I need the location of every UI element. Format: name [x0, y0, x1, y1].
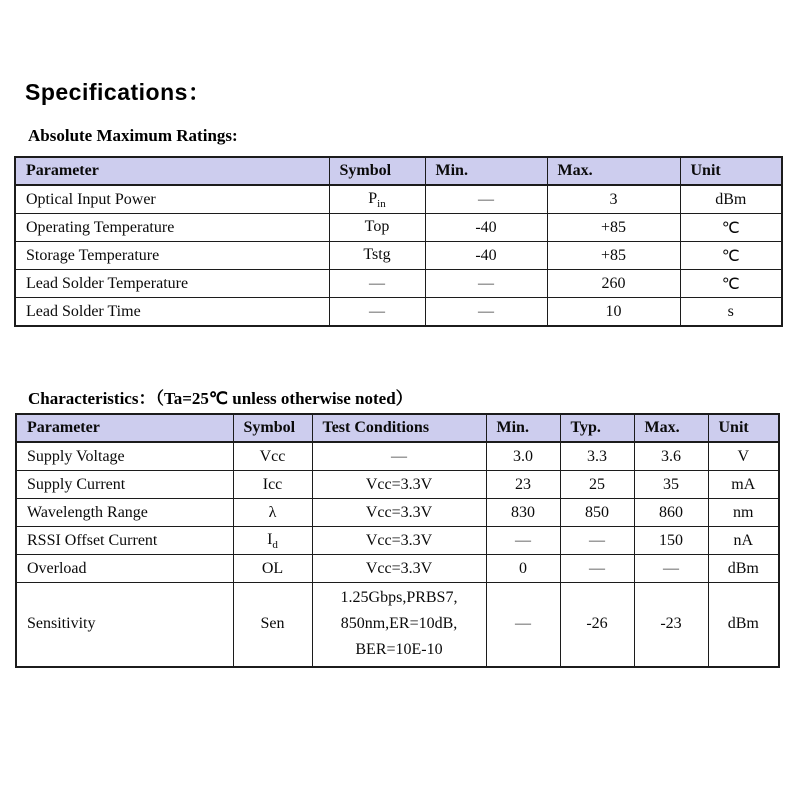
page-title: Specifications： — [25, 79, 212, 105]
cell-min: -40 — [425, 214, 547, 242]
col-header-max: Max. — [547, 157, 680, 185]
cell-symbol — [329, 185, 425, 214]
cell-test-conditions: — — [312, 442, 486, 471]
cell-typ: 850 — [560, 499, 634, 527]
cell-parameter: Supply Voltage — [16, 442, 233, 471]
col-header-symbol: Symbol — [329, 157, 425, 185]
cell-max: 35 — [634, 471, 708, 499]
cell-max: — — [634, 555, 708, 583]
cell-min: 830 — [486, 499, 560, 527]
col-header-min: Min. — [486, 414, 560, 442]
cell-symbol: Vcc — [233, 442, 312, 471]
cell-typ: — — [560, 555, 634, 583]
cell-symbol: — — [329, 270, 425, 298]
characteristics-heading: Characteristics：（Ta=25℃ unless otherwise noted） — [28, 389, 413, 408]
cell-max: 10 — [547, 298, 680, 327]
cell-parameter: RSSI Offset Current — [16, 527, 233, 555]
characteristics-table — [15, 413, 780, 668]
cell-max: -23 — [634, 583, 708, 667]
table-header-row — [16, 414, 779, 442]
cell-test-conditions: Vcc=3.3V — [312, 555, 486, 583]
cell-test-conditions — [312, 583, 486, 667]
cell-test-conditions: Vcc=3.3V — [312, 471, 486, 499]
cell-max: 3 — [547, 185, 680, 214]
cell-min: -40 — [425, 242, 547, 270]
cell-min: 0 — [486, 555, 560, 583]
symbol-base: Top — [364, 217, 390, 235]
cell-unit: V — [708, 442, 779, 471]
test-condition-line: 1.25Gbps,PRBS7, — [340, 589, 458, 607]
cell-symbol — [329, 214, 425, 242]
cell-max: 3.6 — [634, 442, 708, 471]
cell-symbol: Icc — [233, 471, 312, 499]
col-header-symbol: Symbol — [233, 414, 312, 442]
cell-symbol: λ — [233, 499, 312, 527]
cell-max: 150 — [634, 527, 708, 555]
cell-parameter: Lead Solder Time — [15, 298, 329, 327]
cell-min: 23 — [486, 471, 560, 499]
cell-unit: dBm — [708, 583, 779, 667]
cell-unit: nm — [708, 499, 779, 527]
cell-min: — — [425, 270, 547, 298]
table-row — [15, 214, 782, 242]
cell-test-conditions: Vcc=3.3V — [312, 527, 486, 555]
cell-max: +85 — [547, 214, 680, 242]
cell-unit: ℃ — [680, 214, 782, 242]
cell-max: 260 — [547, 270, 680, 298]
col-header-parameter: Parameter — [15, 157, 329, 185]
cell-unit: ℃ — [680, 270, 782, 298]
cell-symbol: Sen — [233, 583, 312, 667]
cell-symbol: — — [329, 298, 425, 327]
col-header-typ: Typ. — [560, 414, 634, 442]
cell-unit: dBm — [708, 555, 779, 583]
symbol-base: Tstg — [363, 245, 391, 263]
cell-parameter: Supply Current — [16, 471, 233, 499]
table-row — [15, 242, 782, 270]
cell-unit: dBm — [680, 185, 782, 214]
col-header-max: Max. — [634, 414, 708, 442]
test-condition-line: 850nm,ER=10dB, — [340, 615, 458, 633]
table-row — [15, 270, 782, 298]
abs-max-heading: Absolute Maximum Ratings: — [28, 126, 238, 145]
cell-max: 860 — [634, 499, 708, 527]
cell-unit: s — [680, 298, 782, 327]
cell-unit: mA — [708, 471, 779, 499]
symbol-subscript: in — [377, 197, 386, 210]
table-row — [16, 555, 779, 583]
col-header-min: Min. — [425, 157, 547, 185]
table-row — [15, 185, 782, 214]
cell-symbol: OL — [233, 555, 312, 583]
cell-min: 3.0 — [486, 442, 560, 471]
cell-unit: nA — [708, 527, 779, 555]
cell-parameter: Wavelength Range — [16, 499, 233, 527]
cell-typ: — — [560, 527, 634, 555]
symbol-subscript: d — [272, 538, 278, 551]
absolute-maximum-ratings-table — [14, 156, 783, 327]
cell-symbol — [233, 527, 312, 555]
cell-parameter: Storage Temperature — [15, 242, 329, 270]
symbol-base: I — [267, 530, 273, 548]
symbol-base: P — [368, 189, 378, 207]
col-header-unit: Unit — [708, 414, 779, 442]
cell-min: — — [486, 527, 560, 555]
cell-typ: 25 — [560, 471, 634, 499]
table-header-row — [15, 157, 782, 185]
cell-min: — — [425, 298, 547, 327]
cell-parameter: Lead Solder Temperature — [15, 270, 329, 298]
test-condition-line: BER=10E-10 — [355, 641, 443, 659]
table-row — [16, 499, 779, 527]
cell-max: +85 — [547, 242, 680, 270]
table-row — [16, 442, 779, 471]
cell-typ: 3.3 — [560, 442, 634, 471]
table-row — [16, 583, 779, 667]
cell-test-conditions: Vcc=3.3V — [312, 499, 486, 527]
cell-typ: -26 — [560, 583, 634, 667]
table-row — [16, 527, 779, 555]
col-header-parameter: Parameter — [16, 414, 233, 442]
cell-parameter: Sensitivity — [16, 583, 233, 667]
cell-unit: ℃ — [680, 242, 782, 270]
cell-symbol — [329, 242, 425, 270]
cell-min: — — [486, 583, 560, 667]
cell-parameter: Overload — [16, 555, 233, 583]
col-header-unit: Unit — [680, 157, 782, 185]
table-row — [15, 298, 782, 327]
cell-min: — — [425, 185, 547, 214]
table-row — [16, 471, 779, 499]
cell-parameter: Optical Input Power — [15, 185, 329, 214]
col-header-test-conditions: Test Conditions — [312, 414, 486, 442]
cell-parameter: Operating Temperature — [15, 214, 329, 242]
